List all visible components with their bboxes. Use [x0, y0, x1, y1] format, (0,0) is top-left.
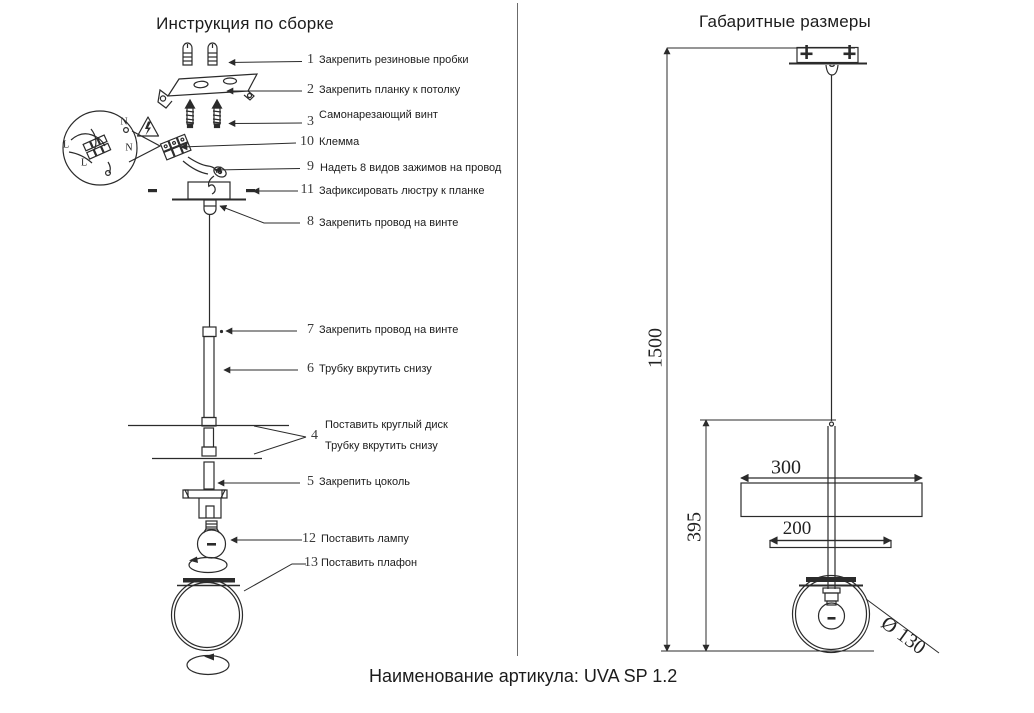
tube-and-discs — [128, 337, 289, 459]
step-label-7: Закрепить провод на винте — [319, 324, 459, 336]
exploded-view-drawing — [63, 43, 306, 675]
rotation-arrow-top — [189, 557, 227, 573]
rubber-plugs — [183, 43, 217, 65]
step-num-1: 1 — [307, 52, 314, 67]
step-label-12: Поставить лампу — [321, 533, 409, 545]
step-label-4b: Трубку вкрутить снизу — [325, 440, 438, 452]
step-num-8: 8 — [307, 214, 314, 229]
wire-fixing-fitting — [203, 327, 223, 337]
step-num-7: 7 — [307, 322, 314, 337]
wiring-label-l-left: L — [62, 139, 70, 151]
ceiling-canopy — [148, 182, 255, 215]
step-label-10: Клемма — [319, 136, 360, 148]
lamp-bulb — [198, 521, 226, 558]
step-label-1: Закрепить резиновые пробки — [319, 54, 469, 66]
step-num-2: 2 — [307, 82, 314, 97]
screws — [186, 100, 222, 128]
rotation-arrow-bottom — [187, 654, 229, 675]
disc-200 — [770, 541, 891, 548]
dim-lower-height: 395 — [683, 512, 706, 542]
terminal-block-and-wires — [160, 134, 227, 194]
dim-overall-height: 1500 — [644, 328, 667, 368]
step-num-6: 6 — [307, 361, 314, 376]
dim-disc-large: 300 — [771, 456, 801, 479]
wiring-detail-bubble — [63, 111, 160, 185]
step-num-11: 11 — [300, 182, 314, 197]
step-num-4: 4 — [311, 428, 318, 443]
step-num-3: 3 — [307, 114, 314, 129]
dimension-drawing — [661, 45, 939, 653]
left-panel-title: Инструкция по сборке — [156, 14, 334, 33]
step-num-12: 12 — [302, 531, 316, 546]
dim-globe-diameter: Ø 130 — [876, 612, 930, 660]
step-label-8: Закрепить провод на винте — [319, 217, 459, 229]
step-label-4a: Поставить круглый диск — [325, 419, 448, 431]
dim-disc-small: 200 — [782, 518, 812, 539]
disc-300 — [741, 483, 922, 517]
step-label-6: Трубку вкрутить снизу — [319, 363, 432, 375]
right-panel-title: Габаритные размеры — [699, 12, 871, 31]
step-label-5: Закрепить цоколь — [319, 476, 410, 488]
dim-canopy — [789, 45, 867, 75]
step-num-5: 5 — [307, 474, 314, 489]
wiring-label-n-right: N — [125, 142, 133, 154]
step-num-10: 10 — [300, 134, 314, 149]
wiring-label-l-bottom: L — [80, 157, 88, 169]
step-label-11: Зафиксировать люстру к планке — [319, 185, 485, 197]
dim-globe — [793, 576, 870, 653]
step-num-13: 13 — [304, 555, 318, 570]
step-label-9: Надеть 8 видов зажимов на провод — [320, 162, 502, 174]
step-label-2: Закрепить планку к потолку — [319, 84, 461, 96]
socket-assembly — [183, 462, 227, 518]
step-label-3: Самонарезающий винт — [319, 109, 438, 121]
dim-lines — [661, 48, 939, 653]
dim-wire-and-rod — [828, 75, 835, 589]
globe-shade — [172, 578, 243, 651]
step-num-9: 9 — [307, 159, 314, 174]
article-caption: Наименование артикула: UVA SP 1.2 — [369, 666, 678, 686]
wiring-label-n-top: N — [120, 116, 128, 128]
step-label-13: Поставить плафон — [321, 557, 418, 569]
